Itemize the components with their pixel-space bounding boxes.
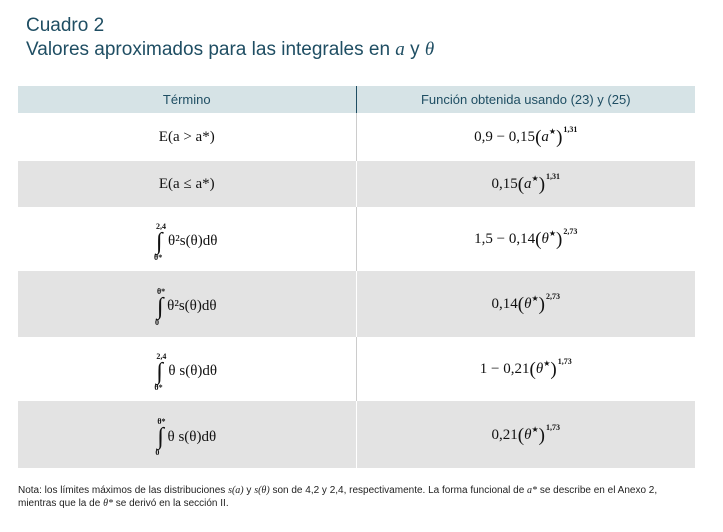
- function-cell: [356, 113, 695, 161]
- integral-lower-limit: θ*: [154, 252, 163, 262]
- function-expr: $0,9 - 0,15(a^★)^{1,31}$: [474, 125, 578, 148]
- integral-expr: [157, 417, 216, 457]
- function-cell: [356, 271, 695, 337]
- term-cell: [18, 401, 356, 468]
- function-exponent: 2,73: [545, 292, 560, 301]
- note-var: θ*: [103, 498, 113, 509]
- note-var: s(θ): [254, 485, 270, 496]
- note-text: se describe en el Anexo 2, mientras que la de: [18, 485, 658, 509]
- function-var: a: [524, 176, 532, 192]
- term-cell: [18, 161, 356, 207]
- integral-icon: ∫: [157, 424, 164, 450]
- function-base: 1 − 0,21: [479, 361, 530, 377]
- integral-lower-limit: 0: [154, 317, 159, 327]
- function-cell: [356, 337, 695, 401]
- function-base: 1,5 − 0,14: [474, 231, 536, 247]
- integral-sign: [154, 286, 166, 327]
- note-text: son de 4,2 y 2,4, respectivamente. La forma funcional de: [269, 485, 528, 496]
- note-text: Nota: los límites máximos de las distribuciones: [18, 485, 229, 496]
- integrals-table: [18, 86, 695, 468]
- function-var: a: [541, 129, 549, 145]
- function-exponent: 2,73: [563, 227, 578, 236]
- integral-expr: [156, 352, 217, 392]
- caption-title: [26, 38, 434, 62]
- note-var: a*: [527, 485, 538, 496]
- integral-expr: [154, 286, 217, 327]
- term-cell: [18, 207, 356, 271]
- integral-sign: [157, 417, 165, 457]
- table-note: [18, 484, 698, 510]
- integral-sign: [156, 352, 166, 392]
- function-exponent: 1,31: [563, 125, 578, 134]
- table-row: [18, 207, 695, 271]
- function-expr: $1 - 0,21(\theta^★)^{1,73}$: [479, 357, 572, 380]
- integral-upper-limit: 2,4: [156, 221, 167, 231]
- function-exponent: 1,73: [557, 357, 572, 366]
- integral-lower-limit: 0: [155, 448, 160, 457]
- integral-icon: ∫: [156, 293, 164, 320]
- caption-text: Valores aproximados para las integrales en: [26, 39, 396, 60]
- table-row: [18, 113, 695, 161]
- function-var: θ: [541, 231, 549, 247]
- caption-var-a: a: [395, 39, 405, 60]
- function-base: 0,14: [491, 296, 518, 312]
- function-expr: $0,15(a^★)^{1,31}$: [491, 172, 561, 195]
- function-var: θ: [524, 426, 532, 443]
- term-cell: [18, 337, 356, 401]
- integrand: θ s(θ)dθ: [168, 363, 218, 379]
- integrand: θ s(θ)dθ: [167, 428, 217, 445]
- function-var: θ: [535, 361, 544, 377]
- function-base: 0,21: [491, 426, 518, 443]
- integral-lower-limit: θ*: [154, 382, 163, 392]
- function-cell: [356, 401, 695, 468]
- function-exponent: 1,31: [546, 172, 561, 181]
- integral-upper-limit: θ*: [156, 286, 166, 296]
- caption-number: Cuadro 2: [26, 15, 105, 36]
- table-row: [18, 337, 695, 401]
- function-exponent: 1,73: [545, 422, 560, 432]
- note-text: se derivó en la sección II.: [112, 498, 229, 509]
- term-cell: [18, 271, 356, 337]
- function-cell: [356, 207, 695, 271]
- function-var: θ: [524, 296, 532, 312]
- integral-upper-limit: 2,4: [156, 351, 167, 361]
- term-cell: [18, 113, 356, 161]
- integral-sign: [156, 222, 166, 262]
- integral-icon: ∫: [156, 228, 163, 255]
- header-row: [18, 86, 695, 113]
- term-expr: E(a > a*): [158, 128, 215, 145]
- integrand: θ²s(θ)dθ: [167, 298, 217, 314]
- table-row: [18, 271, 695, 337]
- function-expr: $1,5 - 0,14(\theta^★)^{2,73}$: [474, 227, 578, 250]
- table-row: [18, 401, 695, 468]
- function-expr: $0,21(\theta^★)^{1,73}$: [491, 422, 560, 446]
- integrand: θ²s(θ)dθ: [168, 233, 218, 249]
- note-var: s(a): [228, 485, 244, 496]
- integral-upper-limit: θ*: [157, 417, 166, 426]
- function-base: 0,15: [491, 176, 518, 192]
- function-base: 0,9 − 0,15: [474, 129, 536, 145]
- caption-conj: y: [404, 39, 425, 60]
- function-cell: [356, 161, 695, 207]
- header-term: Término: [18, 86, 356, 113]
- integral-expr: [156, 222, 217, 262]
- term-expr: E(a ≤ a*): [158, 175, 215, 192]
- table-row: [18, 161, 695, 207]
- header-function: Función obtenida usando (23) y (25): [356, 86, 695, 113]
- note-text: y: [243, 485, 255, 496]
- table-caption: [26, 14, 434, 62]
- caption-var-theta: θ: [424, 39, 435, 60]
- function-expr: $0,14(\theta^★)^{2,73}$: [491, 292, 560, 315]
- integral-icon: ∫: [156, 358, 163, 385]
